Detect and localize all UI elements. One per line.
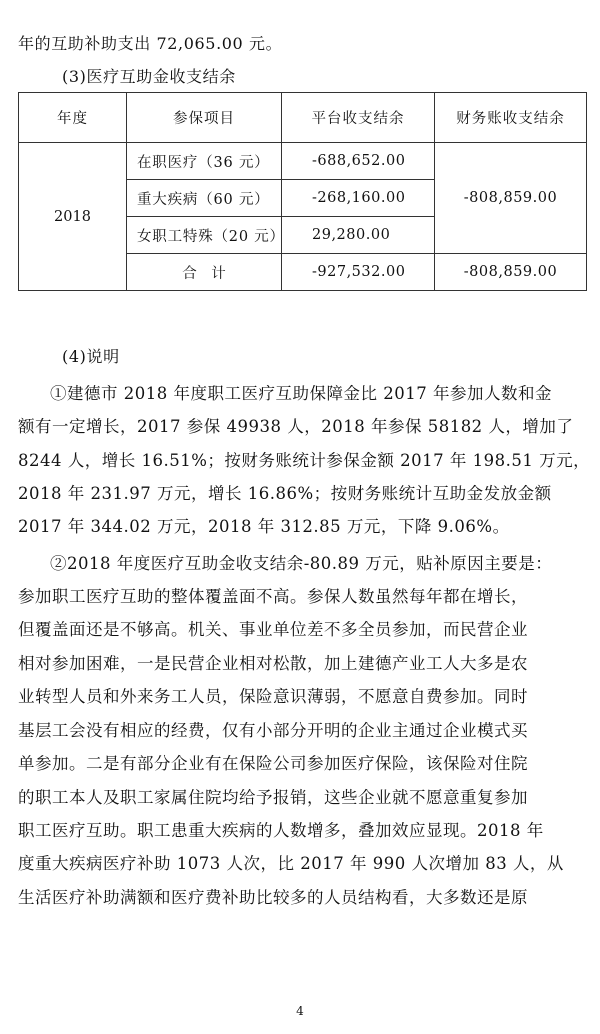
table-row <box>19 143 587 180</box>
item-cell: 重大疾病（60 元） <box>127 180 282 217</box>
item-cell: 在职医疗（36 元） <box>127 143 282 180</box>
header-finance: 财务账收支结余 <box>435 93 587 143</box>
para2-line: 的职工本人及职工家属住院均给予报销，这些企业就不愿意重复参加 <box>18 788 528 807</box>
total-finance: -808,859.00 <box>435 254 587 291</box>
para2-line: 相对参加困难，一是民营企业相对松散，加上建德产业工人大多是农 <box>18 654 528 673</box>
section3-heading: (3)医疗互助金收支结余 <box>62 67 236 86</box>
platform-cell: -268,160.00 <box>282 180 435 217</box>
para1-line: 2017 年 344.02 万元，2018 年 312.85 万元，下降 9.06%。 <box>18 517 510 536</box>
finance-cell: -808,859.00 <box>435 143 587 254</box>
header-year: 年度 <box>19 93 127 143</box>
intro-line: 年的互助补助支出 72,065.00 元。 <box>18 34 283 53</box>
para2-line: 单参加。二是有部分企业有在保险公司参加医疗保险，该保险对住院 <box>18 754 528 773</box>
para1-line: 额有一定增长，2017 参保 49938 人，2018 年参保 58182 人，增加了 <box>18 417 574 436</box>
total-label: 合 计 <box>127 254 282 291</box>
year-cell: 2018 <box>19 143 127 291</box>
page-number: 4 <box>296 1004 304 1018</box>
para1-line: 2018 年 231.97 万元，增长 16.86%；按财务账统计互助金发放金额 <box>18 484 552 503</box>
platform-cell: 29,280.00 <box>282 217 435 254</box>
para1-line: 8244 人，增长 16.51%；按财务账统计参保金额 2017 年 198.51 万元， <box>18 451 591 470</box>
para1-line: ①建德市 2018 年度职工医疗互助保障金比 2017 年参加人数和金 <box>50 384 552 403</box>
para2-line: 度重大疾病医疗补助 1073 人次，比 2017 年 990 人次增加 83 人，从 <box>18 854 564 873</box>
para2-line: ②2018 年度医疗互助金收支结余-80.89 万元，贴补原因主要是： <box>50 554 553 573</box>
table-header-row <box>19 93 587 143</box>
para2-line: 职工医疗互助。职工患重大疾病的人数增多，叠加效应显现。2018 年 <box>18 821 544 840</box>
balance-table <box>18 92 587 291</box>
item-cell: 女职工特殊（20 元） <box>127 217 282 254</box>
section4-heading: (4)说明 <box>62 347 120 366</box>
para2-line: 参加职工医疗互助的整体覆盖面不高。参保人数虽然每年都在增长， <box>18 587 528 606</box>
header-item: 参保项目 <box>127 93 282 143</box>
total-platform: -927,532.00 <box>282 254 435 291</box>
para2-line: 但覆盖面还是不够高。机关、事业单位差不多全员参加，而民营企业 <box>18 620 528 639</box>
para2-line: 生活医疗补助满额和医疗费补助比较多的人员结构看，大多数还是原 <box>18 888 528 907</box>
para2-line: 业转型人员和外来务工人员，保险意识薄弱，不愿意自费参加。同时 <box>18 687 528 706</box>
platform-cell: -688,652.00 <box>282 143 435 180</box>
header-platform: 平台收支结余 <box>282 93 435 143</box>
para2-line: 基层工会没有相应的经费，仅有小部分开明的企业主通过企业模式买 <box>18 721 528 740</box>
